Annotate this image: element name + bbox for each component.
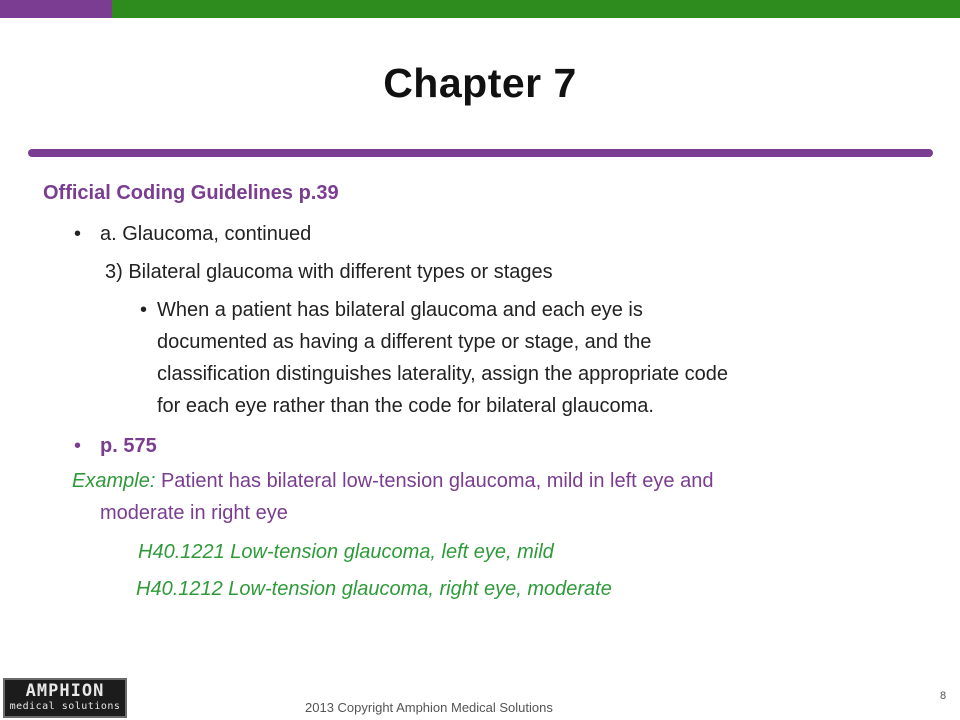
top-accent-bar-green [112,0,960,18]
example-line-1 [72,470,713,493]
bullet-glyph: • [140,299,148,321]
logo-wordmark: AMPHION [25,681,105,701]
detail-line: documented as having a different type or stage, and the [157,331,652,353]
detail-line: for each eye rather than the code for bilateral glaucoma. [157,395,654,417]
page-number: 8 [940,690,947,702]
example-label: Example: [72,470,156,492]
detail-line: classification distinguishes laterality, assign the appropriate code [157,363,729,385]
code-line-left-eye: H40.1221 Low-tension glaucoma, left eye, mild [138,541,554,563]
detail-line: When a patient has bilateral glaucoma and each eye is [157,299,643,321]
slide-title: Chapter 7 [383,60,577,106]
bullet-glyph: • [74,435,82,457]
sub-item-3: 3) Bilateral glaucoma with different types or stages [105,261,553,283]
footer-copyright: 2013 Copyright Amphion Medical Solutions [305,700,553,715]
page-reference: p. 575 [100,435,157,457]
code-line-right-eye: H40.1212 Low-tension glaucoma, right eye, moderate [136,578,612,600]
amphion-logo [3,678,127,718]
example-line-2: moderate in right eye [100,502,288,524]
bullet-a-text: a. Glaucoma, continued [100,223,312,245]
bullet-glyph: • [74,223,82,245]
guidelines-heading: Official Coding Guidelines p.39 [43,182,339,204]
logo-tagline: medical solutions [9,701,121,712]
example-text: Patient has bilateral low-tension glaucoma, mild in left eye and [160,470,714,492]
top-accent-bar-purple [0,0,112,18]
title-divider [28,149,933,157]
